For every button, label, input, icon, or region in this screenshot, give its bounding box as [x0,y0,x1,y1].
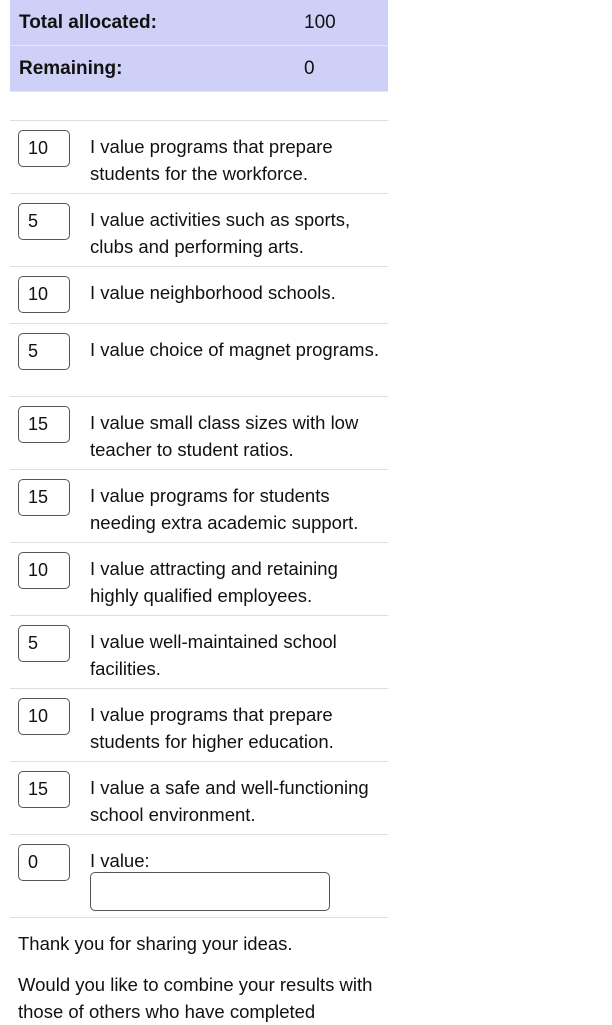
total-allocated-label: Total allocated: [19,11,157,33]
remaining-row [10,46,388,92]
remaining-value: 0 [304,57,315,79]
value-item-higher-education [10,688,388,761]
amount-input[interactable]: 5 [18,333,70,370]
value-item-academic-support [10,469,388,542]
amount-input[interactable]: 5 [18,625,70,662]
value-item-magnet-programs [10,323,388,396]
value-item-facilities [10,615,388,688]
remaining-label: Remaining: [19,57,123,79]
value-item-workforce [10,120,388,193]
value-item-class-sizes [10,396,388,469]
amount-input[interactable]: 10 [18,552,70,589]
value-statement: I value well-maintained school facilities. [90,631,337,679]
amount-input[interactable]: 10 [18,130,70,167]
value-statement: I value activities such as sports, clubs and performing arts. [90,209,351,257]
amount-input[interactable]: 10 [18,276,70,313]
value-statement: I value attracting and retaining highly qualified employees. [90,558,338,606]
other-value-text-input[interactable] [90,872,330,911]
amount-input[interactable]: 15 [18,406,70,443]
combine-results-prompt: Would you like to combine your results with those of others who have completed [18,974,373,1022]
value-item-other [10,834,388,917]
amount-input[interactable]: 15 [18,771,70,808]
other-value-label: I value: [90,850,150,871]
amount-input[interactable]: 15 [18,479,70,516]
total-allocated-value: 100 [304,11,336,33]
amount-input[interactable]: 5 [18,203,70,240]
thank-you-message: Thank you for sharing your ideas. [18,933,293,954]
value-statement: I value programs for students needing extra academic support. [90,485,359,533]
other-amount-input[interactable]: 0 [18,844,70,881]
value-statement: I value small class sizes with low teacher to student ratios. [90,412,359,460]
value-statement: I value choice of magnet programs. [90,339,379,360]
allocation-form [10,0,388,1025]
value-statement: I value a safe and well-functioning school environment. [90,777,369,825]
value-statement: I value programs that prepare students for higher education. [90,704,334,752]
value-statement: I value neighborhood schools. [90,282,336,303]
spacer [10,92,388,120]
total-allocated-row [10,0,388,46]
value-item-activities [10,193,388,266]
value-statement: I value programs that prepare students for the workforce. [90,136,333,184]
value-item-safe-environment [10,761,388,834]
value-item-neighborhood-schools [10,266,388,323]
amount-input[interactable]: 10 [18,698,70,735]
value-item-qualified-employees [10,542,388,615]
